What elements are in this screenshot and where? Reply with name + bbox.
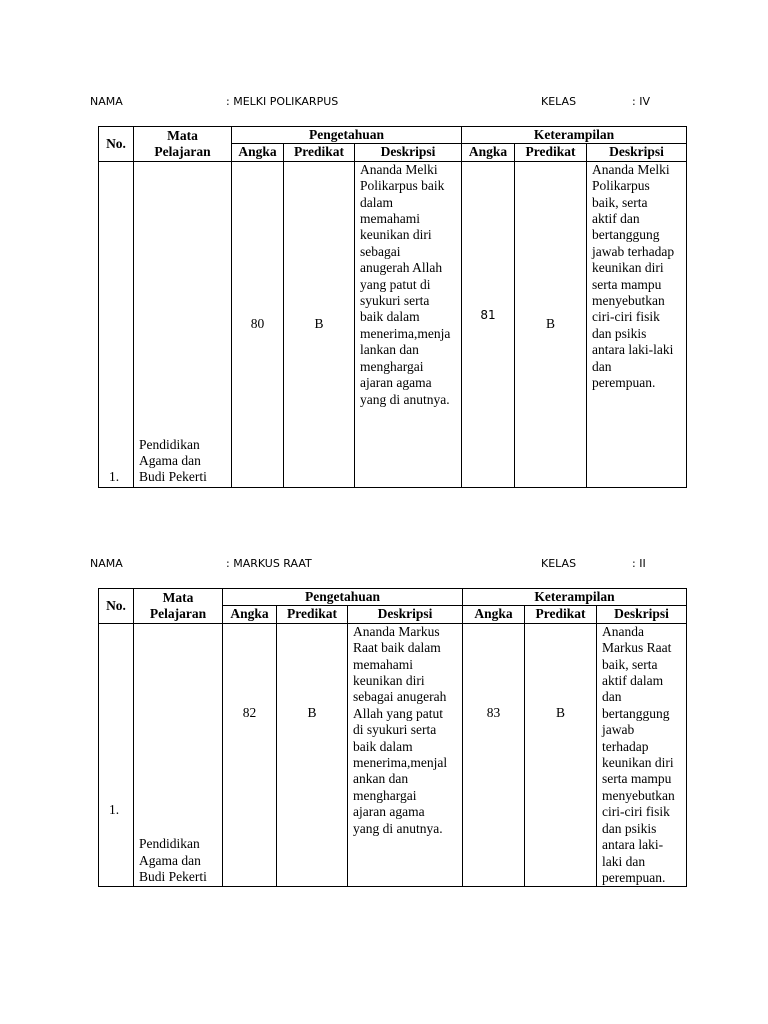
- header-mata-pelajaran: Mata Pelajaran: [134, 589, 223, 624]
- header-deskripsi: Deskripsi: [355, 144, 462, 161]
- header-angka: Angka: [223, 606, 277, 623]
- keterampilan-predikat: B: [515, 161, 587, 487]
- header-keterampilan: Keterampilan: [463, 589, 687, 606]
- table-row: [99, 161, 687, 487]
- kelas-label: KELAS: [541, 95, 577, 108]
- student-header-2: [0, 557, 768, 573]
- header-deskripsi: Deskripsi: [587, 144, 687, 161]
- header-predikat: Predikat: [525, 606, 597, 623]
- pengetahuan-predikat: B: [277, 623, 348, 887]
- kelas-value: : IV: [632, 95, 650, 108]
- kelas-label: KELAS: [541, 557, 577, 570]
- nama-label: NAMA: [90, 95, 123, 108]
- student-header-1: [0, 95, 768, 111]
- subject-name: Pendidikan Agama dan Budi Pekerti: [134, 623, 223, 887]
- row-number: 1.: [99, 161, 134, 487]
- nama-value: : MELKI POLIKARPUS: [226, 95, 339, 108]
- header-deskripsi: Deskripsi: [597, 606, 687, 623]
- header-pengetahuan: Pengetahuan: [223, 589, 463, 606]
- subject-name: Pendidikan Agama dan Budi Pekerti: [134, 161, 232, 487]
- header-predikat: Predikat: [284, 144, 355, 161]
- nama-value: : MARKUS RAAT: [226, 557, 312, 570]
- header-no: No.: [99, 127, 134, 162]
- pengetahuan-angka: 82: [223, 623, 277, 887]
- keterampilan-deskripsi: Ananda Markus Raat baik, serta aktif dalam dan bertanggung jawab terhadap keunikan diri serta mampu menyebutkan ciri-ciri fisik dan psikis antara laki- laki dan perempuan.: [597, 623, 687, 887]
- kelas-value: : II: [632, 557, 646, 570]
- table-row: [99, 623, 687, 887]
- nama-label: NAMA: [90, 557, 123, 570]
- header-angka: Angka: [463, 606, 525, 623]
- header-angka: Angka: [462, 144, 515, 161]
- header-predikat: Predikat: [277, 606, 348, 623]
- keterampilan-angka: 83: [463, 623, 525, 887]
- header-predikat: Predikat: [515, 144, 587, 161]
- header-keterampilan: Keterampilan: [462, 127, 687, 144]
- header-pengetahuan: Pengetahuan: [232, 127, 462, 144]
- header-mata-pelajaran: Mata Pelajaran: [134, 127, 232, 162]
- keterampilan-deskripsi: Ananda Melki Polikarpus baik, serta aktif dan bertanggung jawab terhadap keunikan diri serta mampu menyebutkan ciri-ciri fisik dan psikis antara laki-laki dan perempuan.: [587, 161, 687, 487]
- keterampilan-angka: 81: [462, 161, 515, 487]
- header-angka: Angka: [232, 144, 284, 161]
- row-number: 1.: [99, 623, 134, 887]
- grade-table-2: [98, 588, 687, 887]
- header-no: No.: [99, 589, 134, 624]
- grade-table-1: [98, 126, 687, 488]
- pengetahuan-predikat: B: [284, 161, 355, 487]
- pengetahuan-angka: 80: [232, 161, 284, 487]
- pengetahuan-deskripsi: Ananda Markus Raat baik dalam memahami keunikan diri sebagai anugerah Allah yang patut di syukuri serta baik dalam menerima,menjal ankan dan menghargai ajaran agama yang di anutnya.: [348, 623, 463, 887]
- pengetahuan-deskripsi: Ananda Melki Polikarpus baik dalam memahami keunikan diri sebagai anugerah Allah yang patut di syukuri serta baik dalam menerima,menja lankan dan menghargai ajaran agama yang di anutnya.: [355, 161, 462, 487]
- header-deskripsi: Deskripsi: [348, 606, 463, 623]
- keterampilan-predikat: B: [525, 623, 597, 887]
